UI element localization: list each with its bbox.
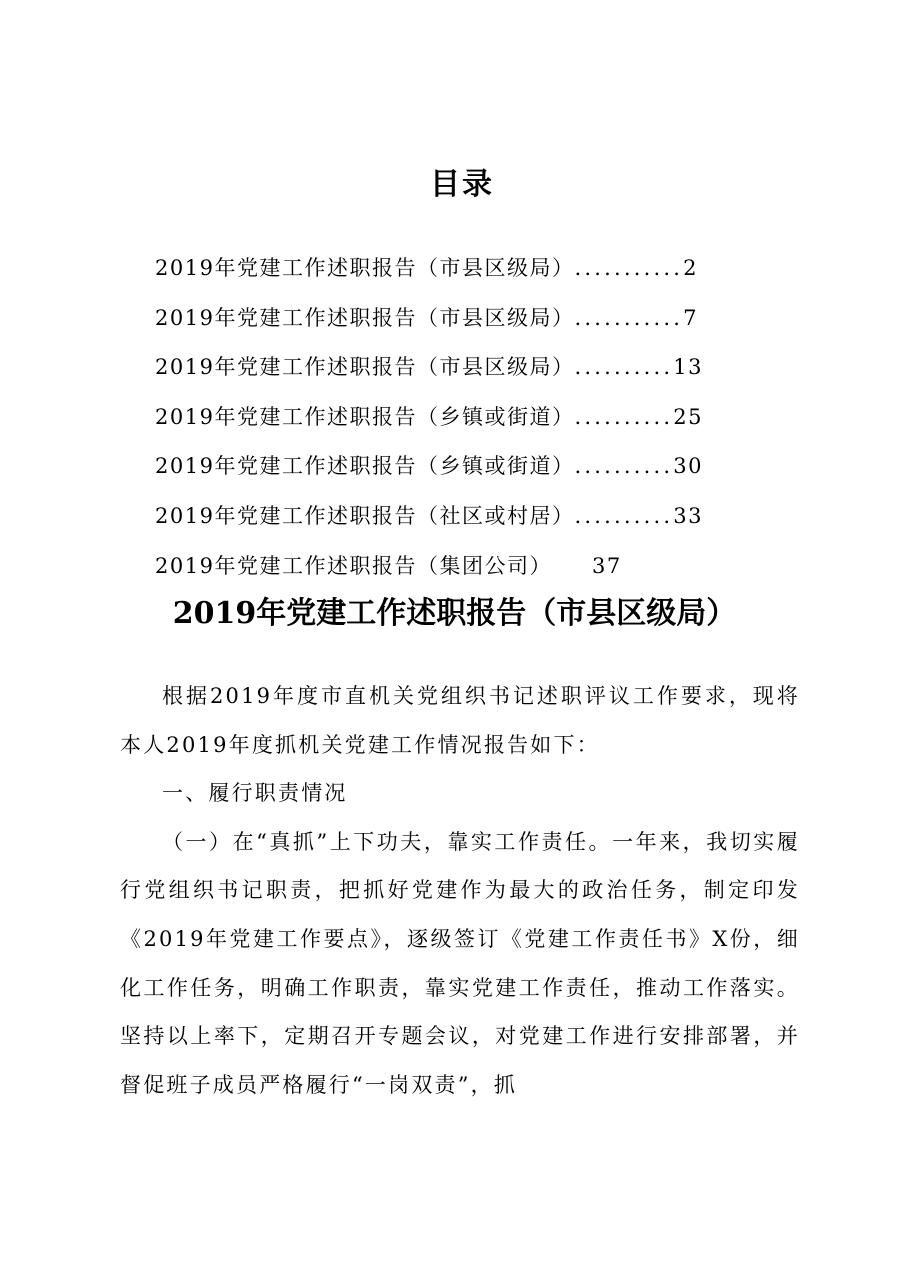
toc-page-number: 7 bbox=[683, 305, 698, 330]
toc-leader-dots: ........... bbox=[574, 256, 684, 280]
toc-entry-title: 2019年党建工作述职报告（社区或村居） bbox=[155, 503, 575, 528]
document-title: 2019年党建工作述职报告（市县区级局） bbox=[172, 596, 737, 631]
body-paragraph: （一）在“真抓”上下功夫，靠实工作责任。一年来，我切实履行党组织书记职责，把抓好党建作为最大的政治任务，制定印发《2019年党建工作要点》，逐级签订《党建工作责任书》X份，细化工作任务，明确工作职责，靠实党建工作责任，推动工作落实。坚持以上率下，定期召开专题会议，对党建工作进行安排部署，并督促班子成员严格履行“一岗双责”，抓 bbox=[120, 829, 800, 1097]
toc-page-number: 33 bbox=[673, 503, 703, 528]
toc-page-number: 2 bbox=[683, 256, 698, 280]
toc-title: 目录 bbox=[430, 167, 494, 202]
toc-leader-dots: .......... bbox=[574, 503, 674, 528]
toc-page-number: 25 bbox=[673, 404, 703, 429]
toc-leader-dots: .......... bbox=[574, 454, 674, 479]
toc-leader-dots: ........... bbox=[574, 305, 684, 330]
toc-entry[interactable] bbox=[155, 244, 775, 294]
toc-page-number: 37 bbox=[591, 553, 622, 578]
section-heading: 一、履行职责情况 bbox=[162, 781, 348, 806]
toc-entry-title: 2019年党建工作述职报告（市县区级局） bbox=[155, 305, 575, 330]
table-of-contents bbox=[155, 244, 775, 591]
toc-entry-title: 2019年党建工作述职报告（乡镇或街道） bbox=[155, 454, 575, 479]
toc-leader-dots: .......... bbox=[574, 355, 674, 380]
toc-entry[interactable] bbox=[155, 492, 775, 542]
body-paragraph: 根据2019年度市直机关党组织书记述职评议工作要求，现将本人2019年度抓机关党建工作情况报告如下： bbox=[120, 684, 800, 757]
toc-entry[interactable] bbox=[155, 442, 775, 492]
toc-entry-title: 2019年党建工作述职报告（市县区级局） bbox=[155, 256, 575, 280]
toc-entry[interactable] bbox=[155, 542, 775, 592]
toc-entry-title: 2019年党建工作述职报告（集团公司） bbox=[155, 553, 552, 578]
toc-page-number: 13 bbox=[673, 355, 703, 380]
toc-leader-dots: .......... bbox=[574, 404, 674, 429]
toc-entry[interactable] bbox=[155, 294, 775, 344]
toc-entry-title: 2019年党建工作述职报告（市县区级局） bbox=[155, 355, 575, 380]
toc-entry[interactable] bbox=[155, 343, 775, 393]
toc-entry-title: 2019年党建工作述职报告（乡镇或街道） bbox=[155, 404, 575, 429]
toc-entry[interactable] bbox=[155, 393, 775, 443]
toc-page-number: 30 bbox=[673, 454, 703, 479]
document-body bbox=[120, 672, 800, 1109]
